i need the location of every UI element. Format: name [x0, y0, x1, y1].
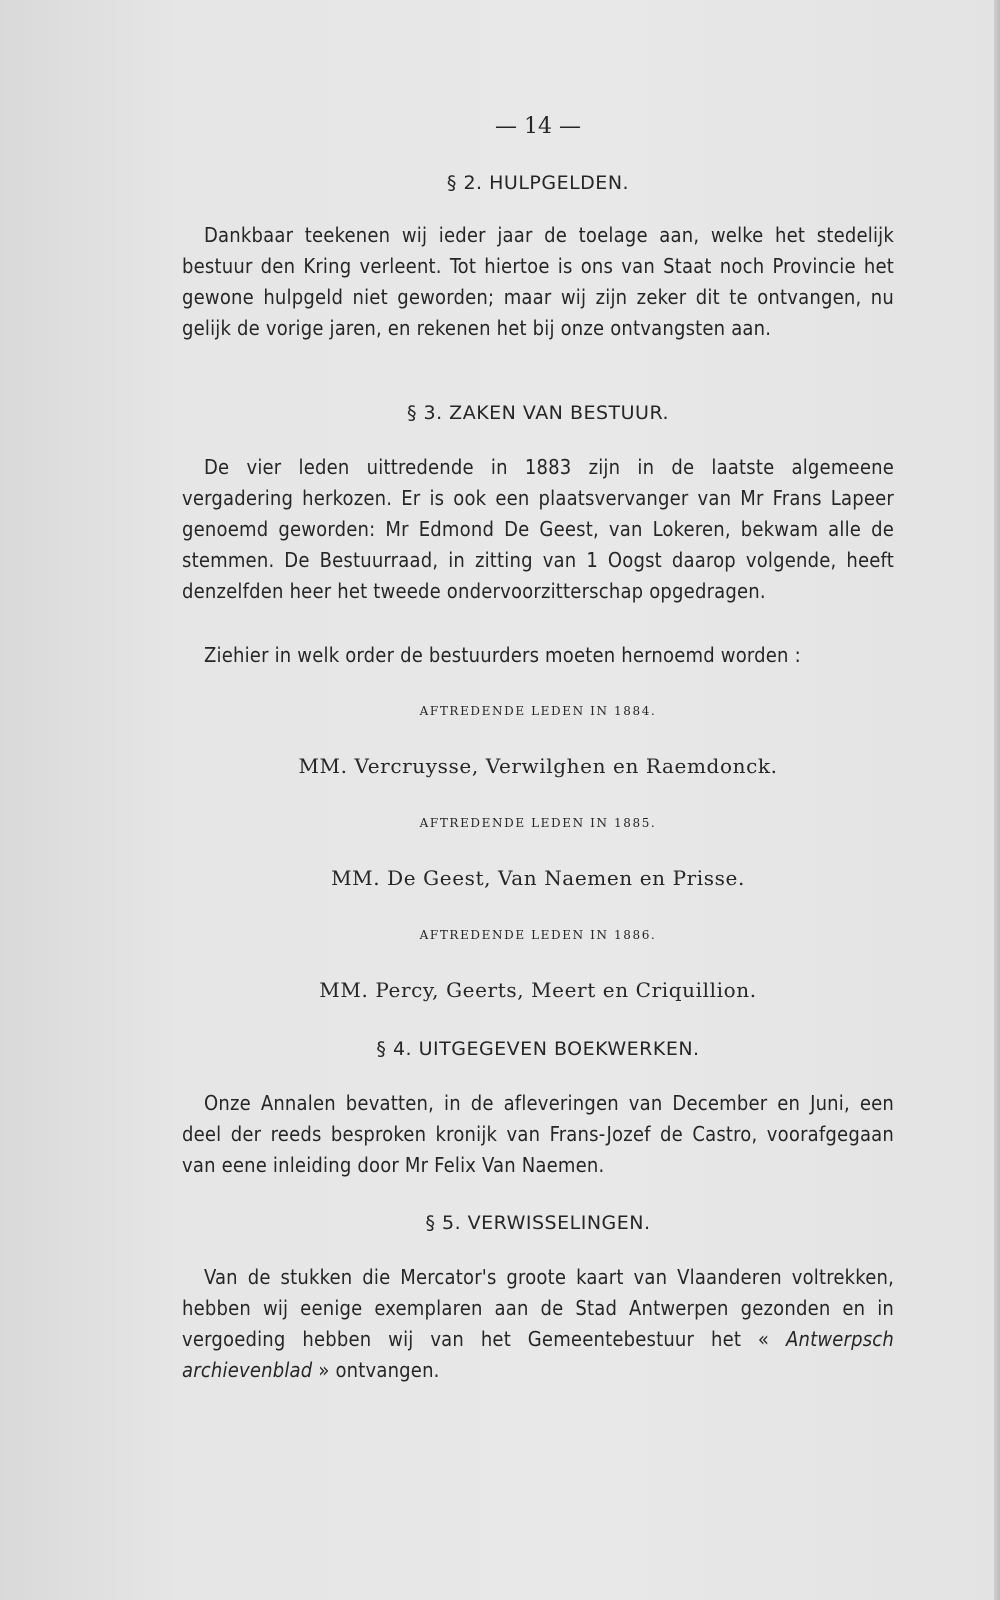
section-3-paragraph-1: De vier leden uittredende in 1883 zijn in de laatste algemeene vergadering herkozen. Er is ook een plaatsvervanger van Mr Frans Lapeer genoemd geworden: Mr Edmond De Geest, van Lokeren, bekwam alle de stemmen. De Bestuurraad, in zitting van 1 Oogst daarop volgende, heeft denzelfden heer het tweede ondervoorzitterschap opgedragen.	[182, 455, 894, 603]
section-5-text-start: Van de stukken die Mercator's groote kaart van Vlaanderen voltrekken, hebben wij eenige exemplaren aan de Stad Antwerpen gezonden en in vergoeding hebben wij van het Gemeentebestuur het «	[182, 1265, 894, 1351]
retiring-members-1886-names: MM. Percy, Geerts, Meert en Criquillion.	[319, 978, 757, 1002]
section-5-heading: § 5. VERWISSELINGEN.	[425, 1212, 651, 1234]
page-number: — 14 —	[495, 114, 581, 139]
page-edge-shadow	[994, 0, 1000, 1600]
section-5-paragraph	[182, 1262, 894, 1386]
retiring-members-1885-heading: AFTREDENDE LEDEN IN 1885.	[419, 816, 657, 830]
section-2-paragraph: Dankbaar teekenen wij ieder jaar de toelage aan, welke het stedelijk bestuur den Kring verleent. Tot hiertoe is ons van Staat noch Provincie het gewone hulpgeld niet geworden; maar wij zijn zeker dit te ontvangen, nu gelijk de vorige jaren, en rekenen het bij onze ontvangsten aan.	[182, 223, 894, 340]
section-4-heading: § 4. UITGEGEVEN BOEKWERKEN.	[376, 1038, 700, 1060]
section-3-heading: § 3. ZAKEN VAN BESTUUR.	[406, 402, 670, 424]
retiring-members-1884-heading: AFTREDENDE LEDEN IN 1884.	[419, 704, 657, 718]
retiring-members-1884-names: MM. Vercruysse, Verwilghen en Raemdonck.	[298, 754, 778, 778]
section-3-paragraph-2: Ziehier in welk order de bestuurders moeten hernoemd worden :	[204, 643, 801, 667]
section-4-paragraph: Onze Annalen bevatten, in de afleveringen van December en Juni, een deel der reeds besproken kronijk van Frans-Jozef de Castro, voorafgegaan van eene inleiding door Mr Felix Van Naemen.	[182, 1091, 894, 1177]
section-2-heading: § 2. HULPGELDEN.	[446, 172, 630, 194]
archive-title-italic: Antwerpsch archievenblad	[182, 1327, 894, 1382]
section-5-text-end: » ontvangen.	[312, 1358, 440, 1382]
retiring-members-1885-names: MM. De Geest, Van Naemen en Prisse.	[331, 866, 745, 890]
retiring-members-1886-heading: AFTREDENDE LEDEN IN 1886.	[419, 928, 657, 942]
